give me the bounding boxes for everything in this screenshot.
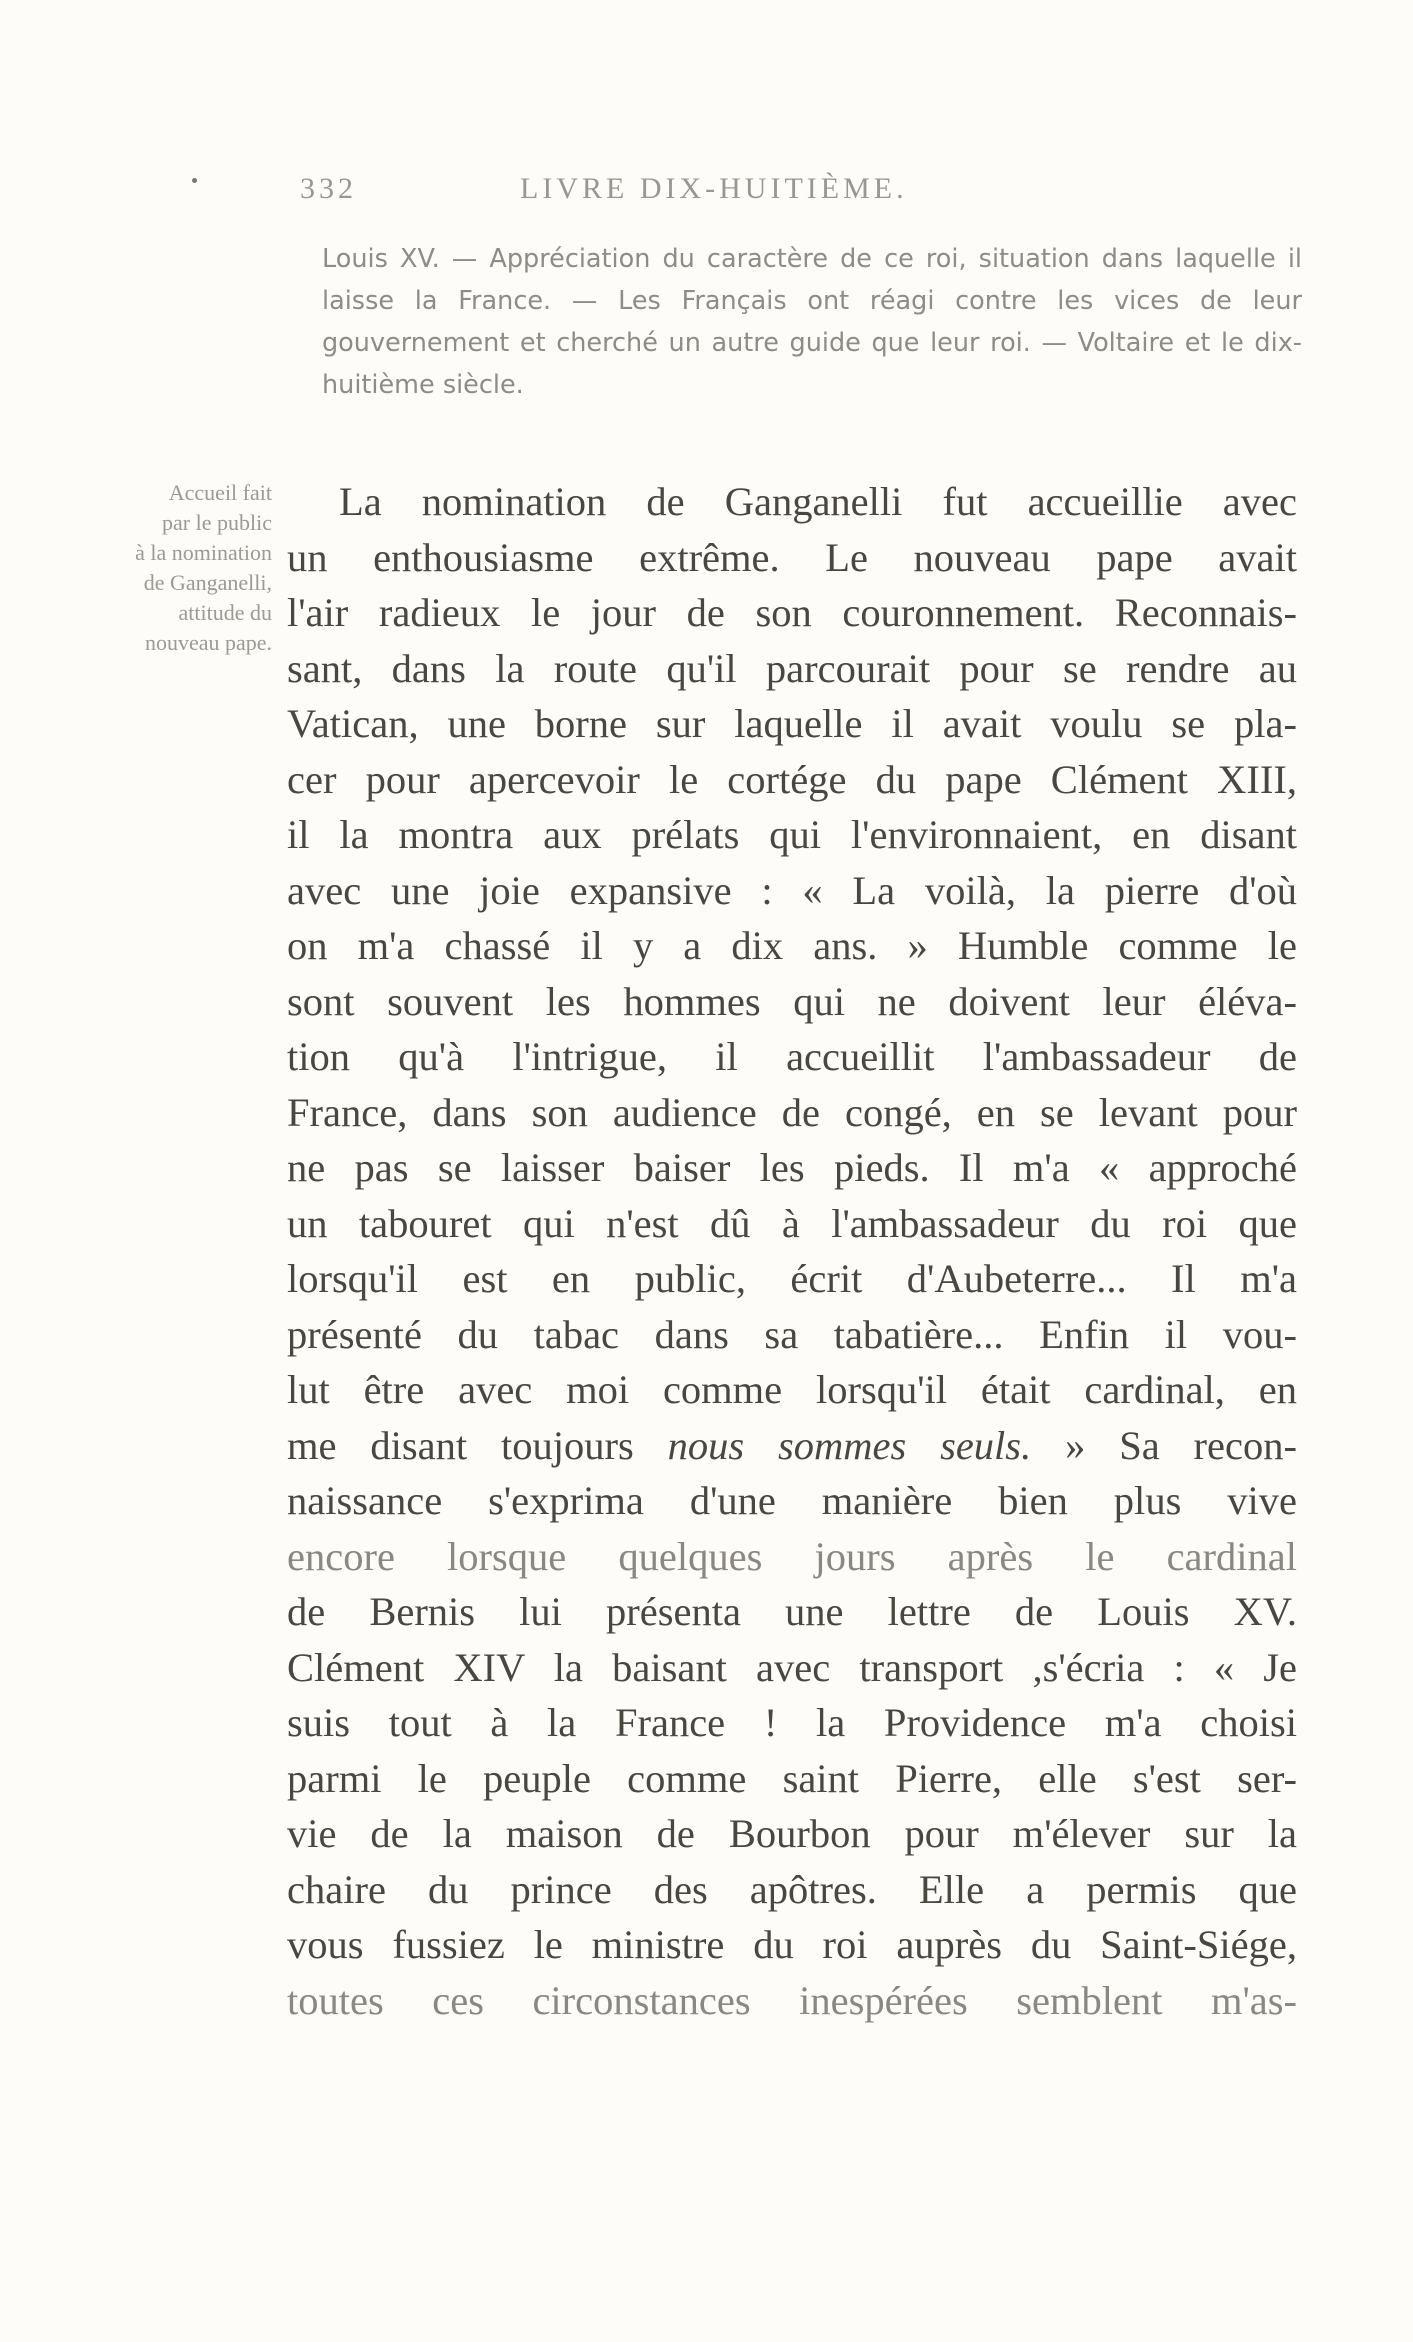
running-title: LIVRE DIX-HUITIÈME. (520, 172, 908, 205)
body-line: lorsqu'il est en public, écrit d'Aubeterre... Il m'a (287, 1256, 1297, 1301)
marginal-note-line: attitude du (178, 600, 272, 625)
body-line: il la montra aux prélats qui l'environnaient, en disant (287, 812, 1297, 857)
body-line: chaire du prince des apôtres. Elle a permis que (287, 1866, 1297, 1912)
body-text-run: me disant toujours (287, 1422, 668, 1468)
italic-quote: nous sommes seuls. (667, 1422, 1032, 1468)
marginal-note-line: à la nomination (135, 540, 272, 565)
body-line: lut être avec moi comme lorsqu'il était cardinal, en (287, 1367, 1297, 1412)
body-line: toutes ces circonstances inespérées semblent m'as- (287, 1977, 1297, 2023)
marginal-note-line: Accueil fait (168, 480, 272, 505)
body-line: parmi le peuple comme saint Pierre, elle s'est ser- (287, 1755, 1297, 1801)
body-text-run: » Sa recon- (1031, 1422, 1297, 1468)
marginal-note (96, 478, 272, 658)
body-line: Vatican, une borne sur laquelle il avait voulu se pla- (287, 701, 1297, 746)
body-line: naissance s'exprima d'une manière bien plus vive (287, 1478, 1297, 1523)
body-line: Clément XIV la baisant avec transport ,s'écria : « Je (287, 1644, 1297, 1690)
body-line-with-italic (287, 1418, 1297, 1474)
body-line: vous fussiez le ministre du roi auprès du Saint-Siége, (287, 1922, 1297, 1967)
body-line: avec une joie expansive : « La voilà, la pierre d'où (287, 867, 1297, 913)
page-number: 332 (300, 172, 357, 205)
body-line: tion qu'à l'intrigue, il accueillit l'ambassadeur de (287, 1034, 1297, 1079)
body-line: un enthousiasme extrême. Le nouveau pape avait (287, 534, 1297, 580)
marginal-note-line: de Ganganelli, (143, 570, 272, 595)
body-line: cer pour apercevoir le cortége du pape Clément XIII, (287, 756, 1297, 802)
running-head (300, 172, 1300, 212)
body-line: ne pas se laisser baiser les pieds. Il m'a « approché (287, 1145, 1297, 1190)
body-line: France, dans son audience de congé, en se levant pour (287, 1089, 1297, 1135)
body-line: encore lorsque quelques jours après le cardinal (287, 1533, 1297, 1579)
body-line: un tabouret qui n'est dû à l'ambassadeur du roi que (287, 1200, 1297, 1246)
body-line: l'air radieux le jour de son couronnement. Reconnais- (287, 590, 1297, 635)
body-line: sont souvent les hommes qui ne doivent leur éléva- (287, 978, 1297, 1024)
marginal-note-line: nouveau pape. (144, 630, 272, 655)
body-line: suis tout à la France ! la Providence m'a choisi (287, 1700, 1297, 1745)
body-line: présenté du tabac dans sa tabatière... Enfin il vou- (287, 1311, 1297, 1357)
chapter-summary: Louis XV. — Appréciation du caractère de ce roi, situation dans laquelle il laisse la France. — Les Français ont réagi contre les vices de leur gouvernement et cherché un autre guide que leur roi. — Voltaire et le dix-huitième siècle. (322, 244, 1302, 400)
body-line: La nomination de Ganganelli fut accueillie avec (339, 479, 1297, 524)
body-line: on m'a chassé il y a dix ans. » Humble comme le (287, 923, 1297, 968)
body-line: vie de la maison de Bourbon pour m'élever sur la (287, 1811, 1297, 1856)
body-line: de Bernis lui présenta une lettre de Louis XV. (287, 1589, 1297, 1634)
marginal-note-line: par le public (162, 510, 272, 535)
body-line: sant, dans la route qu'il parcourait pour se rendre au (287, 645, 1297, 691)
ink-speck (192, 178, 197, 183)
body-text (287, 474, 1297, 2028)
